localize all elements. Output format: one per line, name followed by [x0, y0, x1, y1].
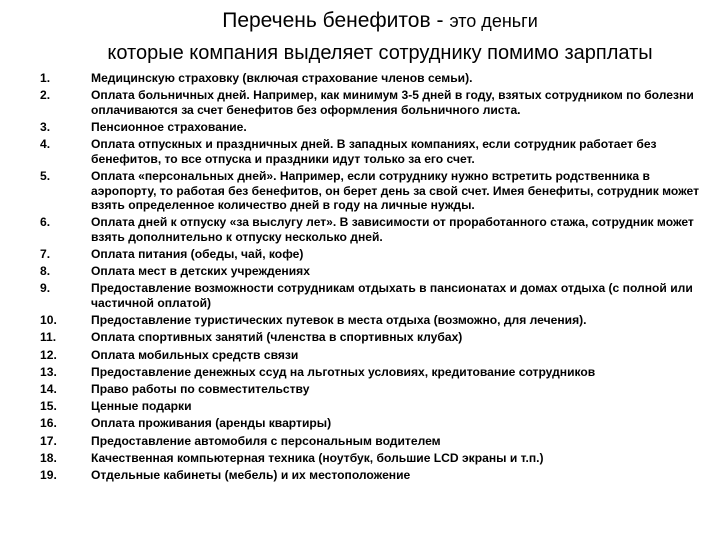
item-text: Медицинскую страховку (включая страхование членов семьи). — [91, 71, 473, 85]
list-item — [40, 382, 700, 397]
list-item — [40, 348, 700, 363]
item-number: 8. — [40, 264, 51, 279]
item-text: Отдельные кабинеты (мебель) и их местоположение — [91, 467, 411, 482]
item-text: Оплата отпускных и праздничных дней. В западных компаниях, если сотрудник работает без бенефитов, то все отпуска и праздники идут только за его счет. — [91, 137, 657, 166]
list-item — [40, 215, 700, 244]
item-number: 15. — [40, 399, 57, 414]
title-rest: это деньги — [449, 11, 538, 31]
item-number: 10. — [40, 313, 57, 328]
item-number: 19. — [40, 467, 57, 482]
item-number: 9. — [40, 281, 51, 296]
list-item — [40, 169, 700, 213]
item-text: Качественная компьютерная техника (ноутбук, большие LCD экраны и т.п.) — [91, 450, 544, 465]
list-item — [40, 120, 700, 135]
item-text: Оплата больничных дней. Например, как минимум 3-5 дней в году, взятых сотрудником по болезни оплачиваются за счет бенефитов без оформления больничного листа. — [91, 88, 694, 117]
item-number: 6. — [40, 215, 51, 230]
item-text: Предоставление автомобиля с персональным водителем — [91, 433, 441, 448]
list-item — [40, 434, 700, 449]
item-text: Оплата питания (обеды, чай, кофе) — [91, 247, 304, 262]
title-lead: Перечень бенефитов - — [222, 9, 444, 32]
item-number: 2. — [40, 88, 51, 103]
item-text: Оплата мест в детских учреждениях — [91, 264, 310, 279]
list-item — [40, 365, 700, 380]
item-text: Оплата мобильных средств связи — [91, 347, 299, 362]
list-item — [40, 330, 700, 345]
list-item — [40, 313, 700, 328]
item-text: Оплата спортивных занятий (членства в спортивных клубах) — [91, 330, 463, 345]
item-number: 12. — [40, 347, 57, 362]
list-item — [40, 399, 700, 414]
item-number: 13. — [40, 364, 57, 379]
benefits-list — [40, 71, 700, 485]
item-text: Ценные подарки — [91, 399, 192, 414]
item-text: Оплата «персональных дней». Например, если сотруднику нужно встретить родственника в аэропорту, то работая без бенефитов, он берет день за свой счет. Имея бенефиты, сотрудник может взять определенное количество дней в году на личные нужды. — [91, 168, 700, 213]
item-text: Предоставление возможности сотрудникам отдыхать в пансионатах и домах отдыха (с полной или частичной оплатой) — [91, 281, 693, 311]
item-text: Оплата проживания (аренды квартиры) — [91, 416, 332, 431]
slide-title — [40, 8, 720, 34]
item-number: 18. — [40, 450, 57, 465]
list-item — [40, 416, 700, 431]
item-number: 16. — [40, 416, 57, 431]
list-item — [40, 71, 700, 86]
item-text: Оплата дней к отпуску «за выслугу лет». В зависимости от проработанного стажа, сотрудник может взять дополнительно к отпуску несколько дней. — [91, 215, 694, 244]
list-item — [40, 88, 700, 117]
list-item — [40, 468, 700, 483]
list-item — [40, 281, 700, 310]
item-number: 7. — [40, 247, 51, 262]
item-text: Предоставление туристических путевок в места отдыха (возможно, для лечения). — [91, 313, 587, 328]
item-text: Предоставление денежных ссуд на льготных условиях, кредитование сотрудников — [91, 364, 596, 379]
list-item — [40, 137, 700, 166]
slide-subtitle: которые компания выделяет сотруднику помимо зарплаты — [107, 42, 653, 64]
item-number: 3. — [40, 119, 51, 134]
item-text: Право работы по совместительству — [91, 382, 310, 396]
list-item — [40, 451, 700, 466]
item-number: 17. — [40, 433, 57, 448]
item-number: 14. — [40, 382, 57, 396]
item-text: Пенсионное страхование. — [91, 119, 247, 134]
item-number: 1. — [40, 71, 51, 85]
item-number: 5. — [40, 168, 51, 183]
item-number: 4. — [40, 137, 51, 152]
list-item — [40, 264, 700, 279]
list-item — [40, 247, 700, 262]
item-number: 11. — [40, 330, 57, 345]
